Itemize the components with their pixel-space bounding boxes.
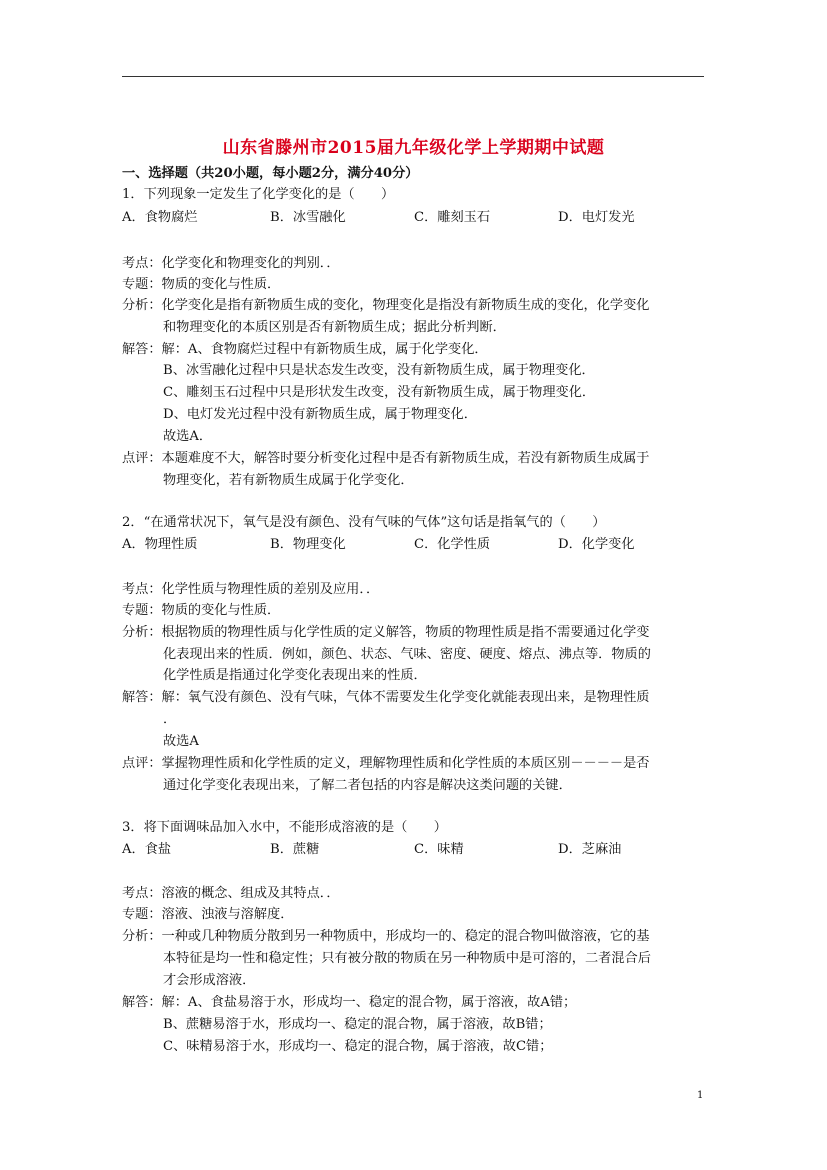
q2-fenxi-2: 化表现出来的性质．例如，颜色、状态、气味、密度、硬度、熔点、沸点等．物质的 [163, 647, 651, 662]
q3-option-a: A．食盐 [122, 842, 172, 857]
q1-jieda-3: C、雕刻玉石过程中只是形状发生改变，没有新物质生成，属于物理变化． [163, 385, 596, 400]
q2-dianping-2: 通过化学变化表现出来，了解二者包括的内容是解决这类问题的关键． [163, 778, 572, 793]
q2-kaodian: 考点：化学性质与物理性质的差别及应用．． [122, 582, 380, 597]
section-heading: 一、选择题（共20小题，每小题2分，满分40分） [122, 166, 419, 181]
q2-stem: 2．“在通常状况下，氧气是没有颜色、没有气味的气体”这句话是指氧气的（ ） [122, 515, 606, 530]
q3-jieda-2: B、蔗糖易溶于水，形成均一、稳定的混合物，属于溶液，故B错； [163, 1017, 552, 1032]
q3-kaodian: 考点：溶液的概念、组成及其特点．． [122, 886, 340, 901]
q3-stem: 3．将下面调味品加入水中，不能形成溶液的是（ ） [122, 820, 447, 835]
q1-stem: 1．下列现象一定发生了化学变化的是（ ） [122, 187, 395, 202]
page-number: 1 [697, 1090, 704, 1101]
q3-fenxi-1: 分析：一种或几种物质分散到另一种物质中，形成均一的、稳定的混合物叫做溶液，它的基 [122, 929, 650, 944]
q2-zhuanti: 专题：物质的变化与性质． [122, 603, 281, 618]
q2-jieda-1: 解答：解：氧气没有颜色、没有气味，气体不需要发生化学变化就能表现出来，是物理性质 [122, 690, 650, 705]
q1-jieda-4: D、电灯发光过程中没有新物质生成，属于物理变化． [163, 407, 477, 422]
q3-fenxi-2: 本特征是均一性和稳定性；只有被分散的物质在另一种物质中是可溶的，二者混合后 [163, 951, 651, 966]
q1-zhuanti: 专题：物质的变化与性质． [122, 277, 281, 292]
q1-option-d: D．电灯发光 [558, 210, 635, 225]
q1-jieda-5: 故选A． [163, 429, 213, 444]
q2-option-c: C．化学性质 [414, 537, 491, 552]
q2-dianping-1: 点评：掌握物理性质和化学性质的定义，理解物理性质和化学性质的本质区别－－－－是否 [122, 756, 650, 771]
q2-jieda-3: 故选A [163, 734, 199, 749]
q1-option-a: A．食物腐烂 [122, 210, 198, 225]
q1-jieda-1: 解答：解：A、食物腐烂过程中有新物质生成，属于化学变化． [122, 342, 488, 357]
q3-zhuanti: 专题：溶液、浊液与溶解度． [122, 907, 294, 922]
q2-fenxi-3: 化学性质是指通过化学变化表现出来的性质． [163, 668, 427, 683]
q3-jieda-1: 解答：解：A、食盐易溶于水，形成均一、稳定的混合物，属于溶液，故A错； [122, 995, 577, 1010]
q1-dianping-2: 物理变化，若有新物质生成属于化学变化． [163, 473, 414, 488]
q3-option-d: D．芝麻油 [558, 842, 622, 857]
q1-dianping-1: 点评：本题难度不大，解答时要分析变化过程中是否有新物质生成，若没有新物质生成属于 [122, 451, 650, 466]
document-title: 山东省滕州市2015届九年级化学上学期期中试题 [222, 138, 605, 158]
q1-fenxi-1: 分析：化学变化是指有新物质生成的变化，物理变化是指没有新物质生成的变化，化学变化 [122, 298, 650, 313]
q1-jieda-2: B、冰雪融化过程中只是状态发生改变，没有新物质生成，属于物理变化． [163, 363, 595, 378]
q2-option-a: A．物理性质 [122, 537, 198, 552]
q2-option-d: D．化学变化 [558, 537, 635, 552]
q2-option-b: B．物理变化 [270, 537, 346, 552]
q1-option-c: C．雕刻玉石 [414, 210, 491, 225]
q3-fenxi-3: 才会形成溶液． [163, 973, 256, 988]
q3-option-c: C．味精 [414, 842, 464, 857]
header-rule [122, 76, 704, 77]
q2-fenxi-1: 分析：根据物质的物理性质与化学性质的定义解答，物质的物理性质是指不需要通过化学变 [122, 625, 650, 640]
q3-jieda-3: C、味精易溶于水，形成均一、稳定的混合物，属于溶液，故C错； [163, 1039, 553, 1054]
q1-kaodian: 考点：化学变化和物理变化的判别．． [122, 256, 340, 271]
q2-jieda-2: ． [163, 712, 177, 727]
q1-fenxi-2: 和物理变化的本质区别是否有新物质生成；据此分析判断． [163, 320, 506, 335]
q3-option-b: B．蔗糖 [270, 842, 320, 857]
q1-option-b: B．冰雪融化 [270, 210, 346, 225]
